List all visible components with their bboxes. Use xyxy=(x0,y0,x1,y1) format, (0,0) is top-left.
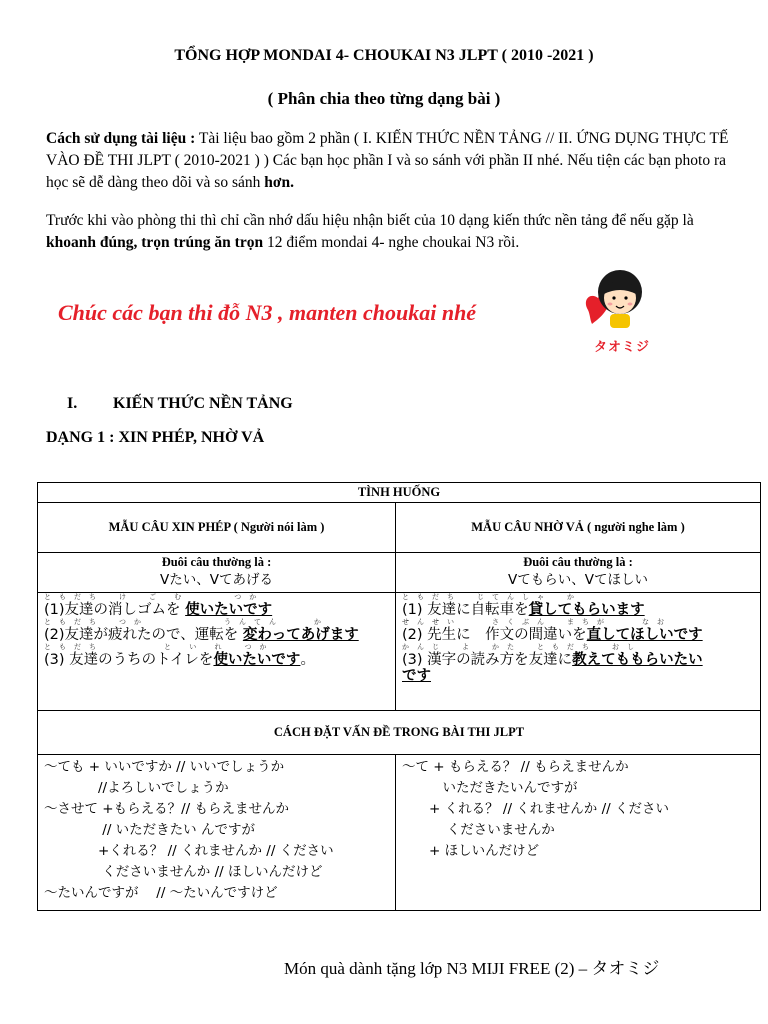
example-text: (2)友達が疲れたので、運転を xyxy=(44,627,243,643)
situation-table xyxy=(37,482,761,911)
left-patterns-cell xyxy=(38,755,396,911)
wish-text: Chúc các bạn thi đỗ N3 , manten choukai nhé xyxy=(58,300,477,325)
left-ending-cell xyxy=(38,553,396,593)
tip-text-c: 12 điểm mondai 4- nghe choukai N3 rồi. xyxy=(263,234,520,251)
section-title: KIẾN THỨC NỀN TẢNG xyxy=(113,395,293,412)
footer-text: Món quà dành tặng lớp N3 MIJI FREE (2) – タオミジ xyxy=(284,959,660,978)
example-line xyxy=(402,652,754,668)
example-line xyxy=(402,602,754,618)
example-line xyxy=(44,652,389,668)
right-patterns-cell xyxy=(396,755,761,911)
section2-header: CÁCH ĐẶT VẤN ĐỀ TRONG BÀI THI JLPT xyxy=(38,711,761,755)
usage-paragraph xyxy=(46,128,736,194)
pattern-line: 〜て + もらえる？ // もらえませんか xyxy=(402,759,629,775)
example-text: (1) 友達に自転車を xyxy=(402,602,529,618)
pattern-line: 〜ても + いいですか // いいでしょうか xyxy=(44,759,285,775)
usage-end: hơn. xyxy=(264,174,294,191)
example-text: (3) 漢字の読み方を友達に xyxy=(402,652,573,668)
example-line xyxy=(44,602,389,618)
pattern-line: + ほしいんだけど xyxy=(402,843,540,859)
example-ruby: せんせい さくぶん まちが なお xyxy=(402,618,672,626)
pattern-line: 〜たいんですが // 〜たいんですけど xyxy=(44,885,278,901)
document-subtitle: ( Phân chia theo từng dạng bài ) xyxy=(267,89,501,108)
pattern-line: +くれる？ // くれませんか // ください xyxy=(44,843,334,859)
col-header-request: MẪU CÂU NHỜ VẢ ( người nghe làm ) xyxy=(396,503,761,553)
document-title: TỔNG HỢP MONDAI 4- CHOUKAI N3 JLPT ( 2010 -2021 ) xyxy=(174,47,594,64)
mascot-caption: タオミジ xyxy=(594,340,651,355)
left-ending-label: Đuôi câu thường là : xyxy=(161,555,272,569)
example-ruby: ともだち と い れ つか xyxy=(44,643,275,651)
usage-text: Tài liệu bao gồm 2 phần ( I. KIẾN THỨC NỀN TẢNG // II. ỨNG DỤNG THỰC TẾ VÀO ĐỀ THI JLPT ( 2010-2021 ) ) Các bạn học phần I và so sánh với phần II nhé. Nếu tiện các bạn photo ra học sẽ dễ dàng theo dõi và so sánh xyxy=(46,130,729,191)
example-highlight: 使いたいです xyxy=(185,602,273,618)
example-continuation xyxy=(402,668,754,684)
pattern-line: //よろしいでしょうか xyxy=(44,780,229,796)
right-ending-value: Vてもらい、Vてほしい xyxy=(508,572,648,588)
tip-text-a: Trước khi vào phòng thi thì chỉ cần nhớ dấu hiệu nhận biết của 10 dạng kiến thức nền tảng để nếu gặp là xyxy=(46,212,694,229)
example-ruby: ともだち け ご む つか xyxy=(44,593,265,601)
example-line xyxy=(44,627,389,643)
section-number: I. xyxy=(67,395,78,412)
tip-text-bold: khoanh đúng, trọn trúng ăn trọn xyxy=(46,234,264,251)
pattern-line: + くれる？ // くれませんか // ください xyxy=(402,801,669,817)
table-header: TÌNH HUỐNG xyxy=(38,483,761,503)
usage-label: Cách sử dụng tài liệu : xyxy=(46,130,196,147)
pattern-line: くださいませんか // ほしいんだけど xyxy=(44,864,323,880)
right-ending-label: Đuôi câu thường là : xyxy=(523,555,633,569)
example-highlight: 教えてももらいたい xyxy=(572,652,703,668)
example-highlight: 使いたいです xyxy=(213,652,301,668)
pattern-line: くださいませんか xyxy=(402,822,555,838)
example-text: (3) 友達のうちのトイレを xyxy=(44,652,214,668)
example-text: (1)友達の消しゴムを xyxy=(44,602,186,618)
example-ruby: ともだち じてんしゃ か xyxy=(402,593,582,601)
mascot-girl-icon xyxy=(580,264,650,334)
example-ruby: かんじ よ かた ともだち おし xyxy=(402,643,642,651)
example-line xyxy=(402,627,754,643)
left-examples-cell xyxy=(38,593,396,711)
example-text: (2) 先生に 作文の間違いを xyxy=(402,627,587,643)
example-highlight: 変わってあげます xyxy=(242,627,359,643)
right-examples-cell xyxy=(396,593,761,711)
tip-paragraph xyxy=(46,210,736,254)
left-ending-value: Vたい、Vてあげる xyxy=(160,572,273,588)
pattern-line: いただきたいんですが xyxy=(402,780,578,796)
example-end: 。 xyxy=(300,652,315,668)
pattern-line: // いただきたい んですが xyxy=(44,822,255,838)
example-ruby: ともだち つか うんてん か xyxy=(44,618,329,626)
right-ending-cell xyxy=(396,553,761,593)
example-highlight: 貸してもらいます xyxy=(528,602,645,618)
col-header-permission: MẪU CÂU XIN PHÉP ( Người nói làm ) xyxy=(38,503,396,553)
example-highlight: 直してほしいです xyxy=(586,627,703,643)
pattern-line: 〜させて +もらえる？// もらえませんか xyxy=(44,801,289,817)
example-highlight-cont: です xyxy=(402,668,431,684)
dang-title: DẠNG 1 : XIN PHÉP, NHỜ VẢ xyxy=(46,429,265,446)
